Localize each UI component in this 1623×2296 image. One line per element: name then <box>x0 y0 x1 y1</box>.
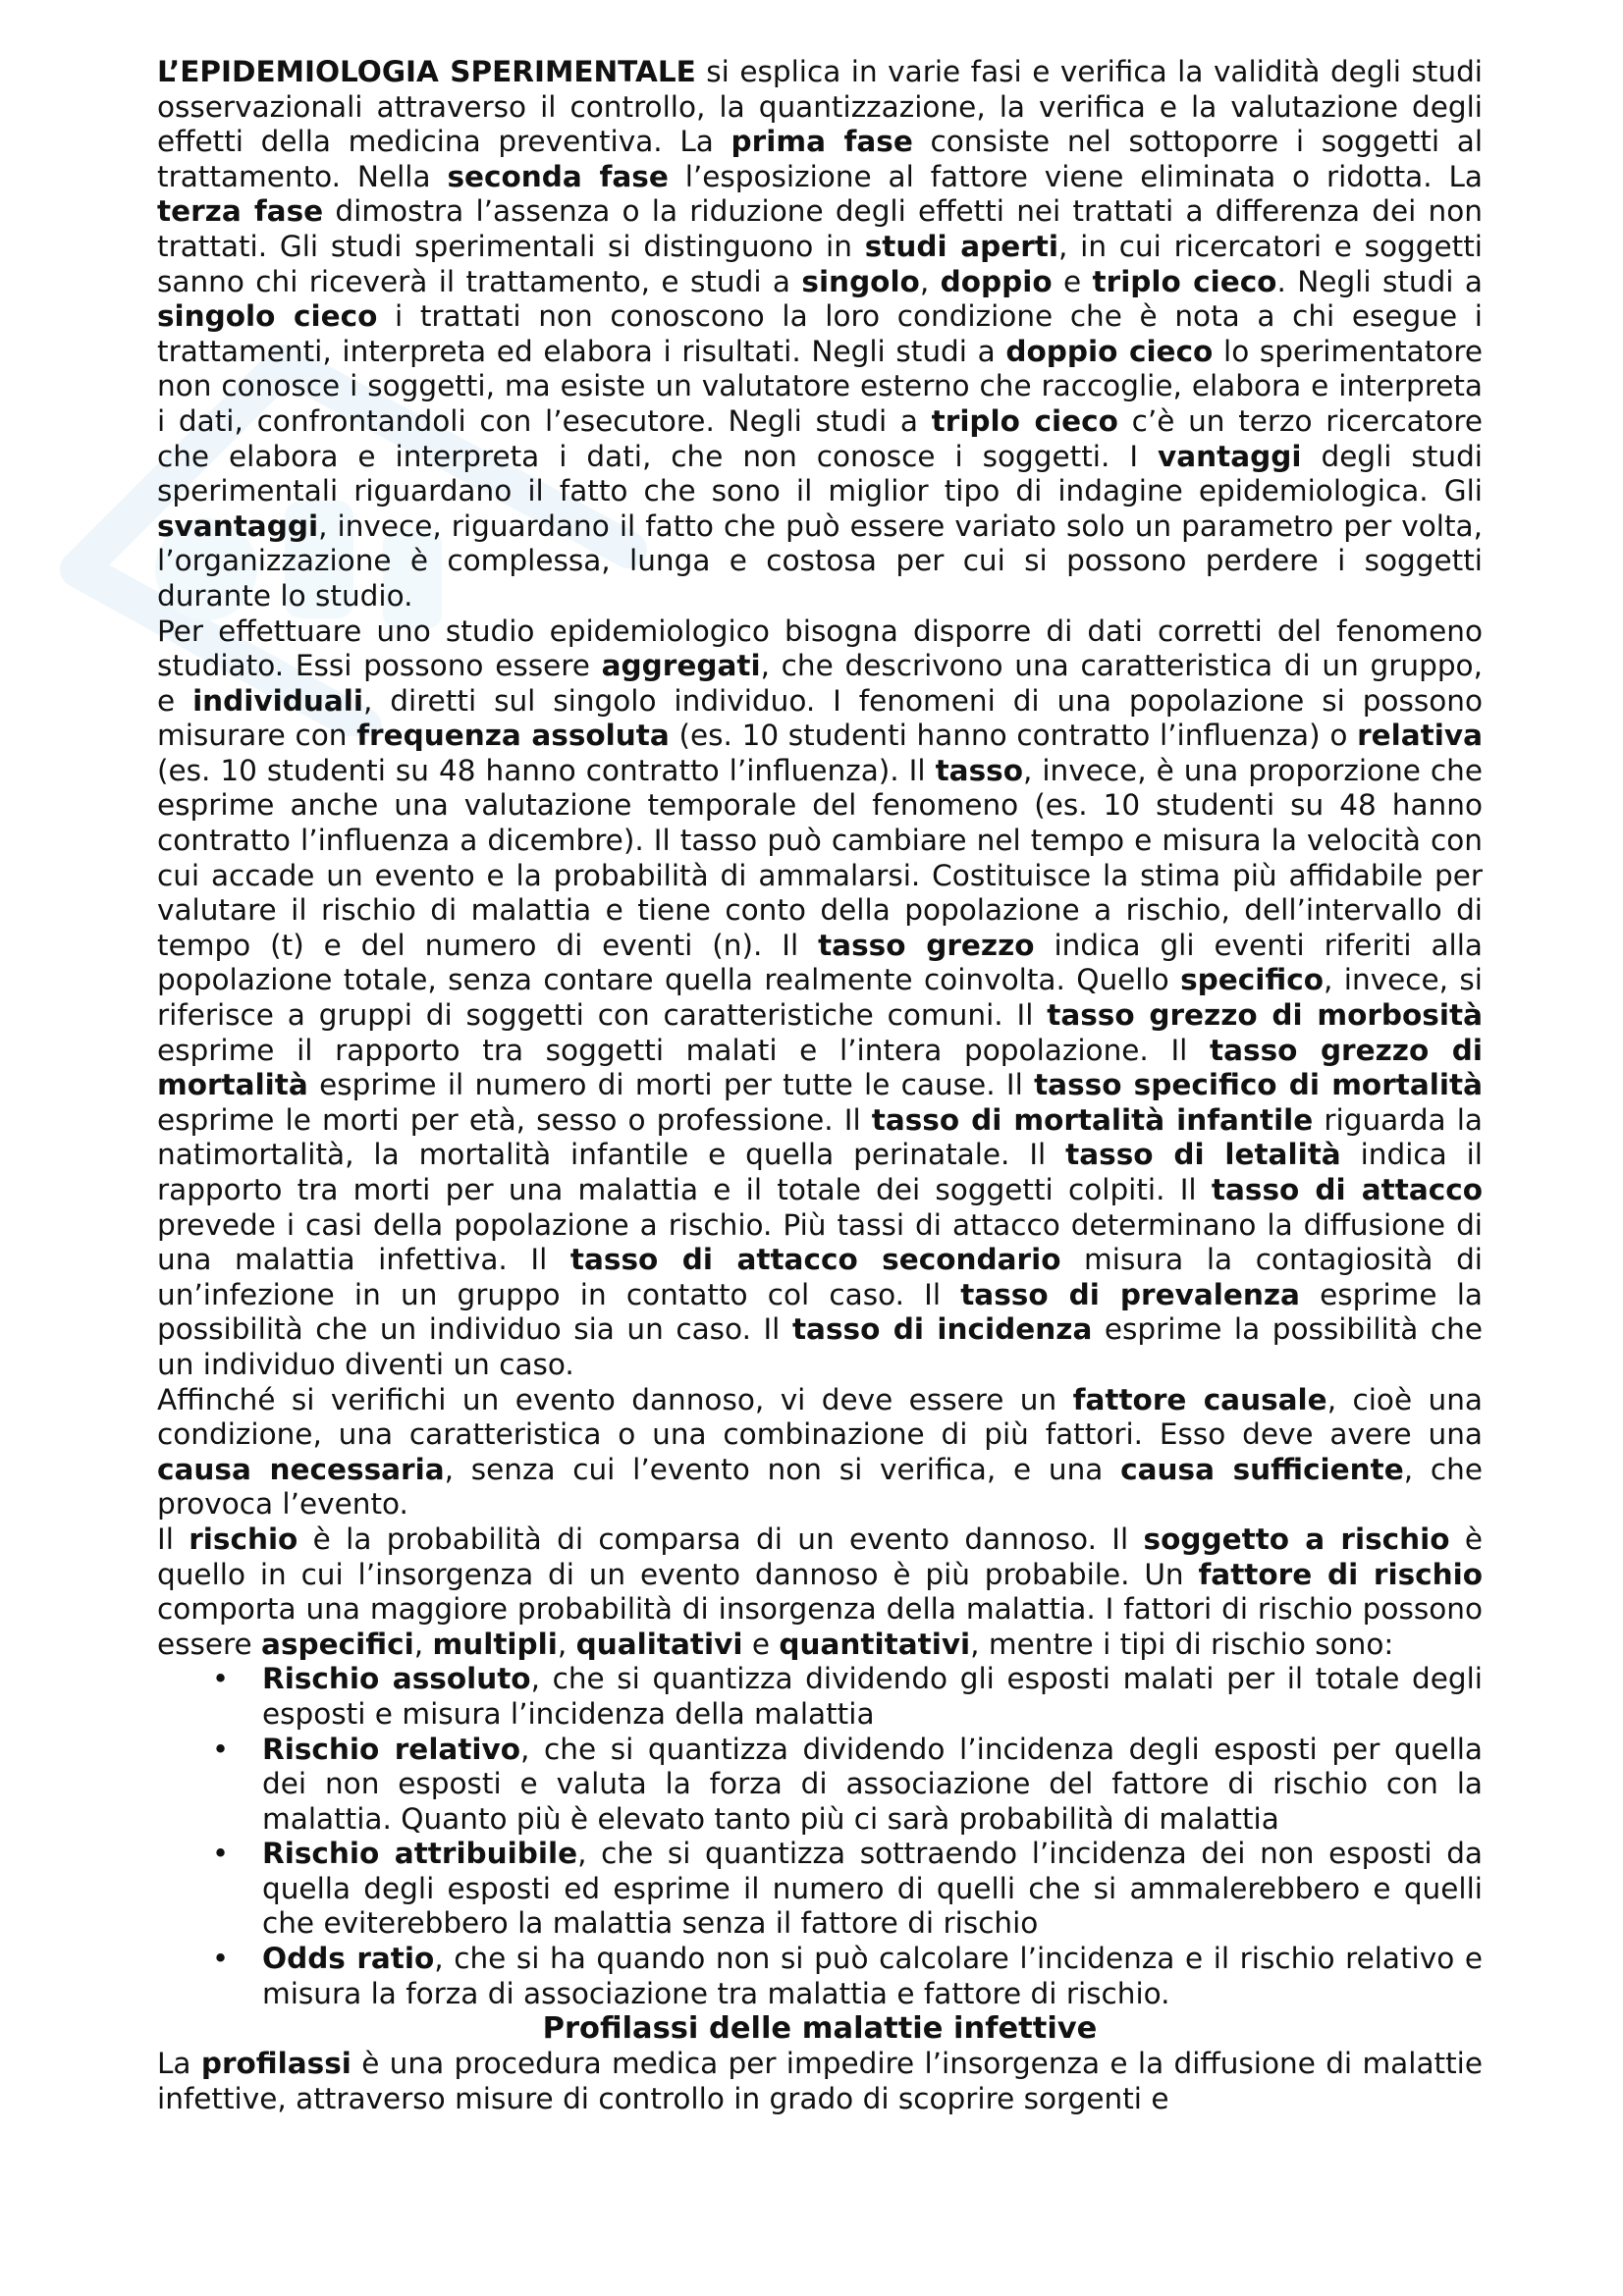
text-run: si esplica in varie fasi e verifica la validità degli studi osservazionali attraverso il controllo, la quantizzazione, la verifica e la valutazione degli effetti della medicina preventiva. La <box>157 55 1483 159</box>
bold-term: relativa <box>1357 719 1483 753</box>
list-item-rischio-attribuibile <box>157 1837 1483 1942</box>
bold-term: L’EPIDEMIOLOGIA SPERIMENTALE <box>157 55 696 88</box>
section-heading: Profilassi delle malattie infettive <box>542 2011 1098 2047</box>
text-run: indica il rapporto tra morti per una malattia e il totale dei soggetti colpiti. Il <box>157 1138 1483 1206</box>
bold-term: quantitativi <box>779 1627 971 1661</box>
bold-term: rischio <box>189 1522 298 1556</box>
text-run: , <box>919 264 941 298</box>
bullet-icon: • <box>212 1732 230 1766</box>
list-item-text <box>262 1837 1483 1940</box>
list-item-text <box>262 1662 1483 1731</box>
text-run: , in cui ricercatori e soggetti sanno chi riceverà il trattamento, e studi a <box>157 229 1483 298</box>
list-item-rischio-relativo <box>157 1733 1483 1838</box>
text-run: è una procedura medica per impedire l’insorgenza e la diffusione di malattie infettive, attraverso misure di controllo in grado di scoprire sorgenti e <box>157 2047 1484 2115</box>
bold-term: qualitativi <box>575 1627 743 1661</box>
bold-term: fattore causale <box>1072 1382 1327 1416</box>
text-run: , senza cui l’evento non si verifica, e una <box>444 1452 1121 1486</box>
bullet-icon: • <box>212 1942 230 1976</box>
text-run: è la probabilità di comparsa di un evento dannoso. Il <box>298 1522 1144 1556</box>
text-run: lo sperimentatore non conosce i soggetti, ma esiste un valutatore esterno che raccoglie, elabora e interpreta i dati, confrontandoli con l’esecutore. Negli studi a <box>157 334 1483 438</box>
bold-term: singolo cieco <box>157 299 378 334</box>
bold-term: tasso di attacco secondario <box>569 1243 1061 1277</box>
text-run: riguarda la natimortalità, la mortalità infantile e quella perinatale. Il <box>157 1102 1483 1172</box>
bold-term: seconda fase <box>447 159 669 193</box>
paragraph-profilassi <box>157 2047 1483 2116</box>
bold-term: Rischio attribuibile <box>262 1837 578 1871</box>
paragraph-rischio <box>157 1522 1483 1662</box>
text-run: (es. 10 studenti su 48 hanno contratto l’influenza). Il <box>157 753 936 787</box>
text-run: , che si quantizza sottraendo l’incidenza dei non esposti da quella degli esposti ed esprime il numero di quelli che si ammalerebbero e quelli che eviterebbero la malattia senza il fattore di rischio <box>262 1837 1484 1941</box>
bold-term: doppio cieco <box>1005 334 1214 368</box>
paragraph-dati-e-tassi <box>157 614 1483 1383</box>
text-run: . Negli studi a <box>1276 264 1483 298</box>
text-run: e <box>1052 264 1093 298</box>
bold-term: aggregati <box>601 649 761 683</box>
text-run: , mentre i tipi di rischio sono: <box>970 1627 1394 1661</box>
bold-term: causa sufficiente <box>1120 1452 1404 1486</box>
bold-term: Odds ratio <box>262 1942 435 1976</box>
paragraph-fattore-causale <box>157 1383 1483 1522</box>
text-run: , diretti sul singolo individuo. I fenomeni di una popolazione si possono misurare con <box>157 683 1483 753</box>
bold-term: triplo cieco <box>931 403 1118 438</box>
bold-term: frequenza assoluta <box>356 719 670 753</box>
text-run: misura la contagiosità di un’infezione in un gruppo in contatto col caso. Il <box>157 1243 1483 1311</box>
bold-term: tasso di letalità <box>1065 1138 1341 1172</box>
bold-term: studi aperti <box>864 229 1059 263</box>
bold-term: soggetto a rischio <box>1143 1522 1450 1556</box>
list-item-odds-ratio <box>157 1942 1483 2011</box>
bold-term: tasso specifico di mortalità <box>1034 1068 1483 1102</box>
text-run: esprime la possibilità che un individuo diventi un caso. <box>157 1312 1483 1381</box>
bold-term: multipli <box>432 1627 558 1661</box>
bold-term: svantaggi <box>157 508 319 543</box>
text-run: (es. 10 studenti hanno contratto l’influenza) o <box>669 719 1358 753</box>
text-run: , invece, riguardano il fatto che può essere variato solo un parametro per volta, l’organizzazione è complessa, lunga e costosa per cui si possono perdere i soggetti durante lo studio. <box>157 508 1483 613</box>
text-run: esprime il numero di morti per tutte le cause. Il <box>307 1068 1035 1102</box>
text-run: indica gli eventi riferiti alla popolazione totale, senza contare quella realmente coinvolta. Quello <box>157 928 1483 997</box>
text-run: comporta una maggiore probabilità di insorgenza della malattia. I fattori di rischio possono essere <box>157 1592 1483 1661</box>
bold-term: tasso grezzo <box>818 928 1035 962</box>
text-run: La <box>157 2047 201 2081</box>
bold-term: prima fase <box>730 125 913 159</box>
bullet-icon: • <box>212 1837 230 1871</box>
text-run: , che si quantizza dividendo gli esposti malati per il totale degli esposti e misura l’incidenza della malattia <box>262 1662 1483 1731</box>
bold-term: individuali <box>192 683 363 718</box>
list-item-rischio-assoluto <box>157 1662 1483 1732</box>
bold-term: aspecifici <box>261 1627 414 1661</box>
text-run: , invece, è una proporzione che esprime anche una valutazione temporale del fenomeno (es. 10 studenti su 48 hanno contratto l’influenza a dicembre). Il tasso può cambiare nel tempo e misura la velocità con cui accade un evento e la probabilità di ammalarsi. Costituisce la stima più affidabile per valutare il rischio di malattia e tiene conto della popolazione a rischio, dell’intervallo di tempo (t) e del numero di eventi (n). Il <box>157 753 1483 962</box>
text-run: c’è un terzo ricercatore che elabora e interpreta i dati, che non conosce i soggetti. I <box>157 403 1484 473</box>
bold-term: vantaggi <box>1158 439 1302 473</box>
bullet-icon: • <box>212 1662 230 1696</box>
bold-term: specifico <box>1180 963 1325 997</box>
bold-term: Rischio assoluto <box>262 1662 531 1696</box>
bold-term: tasso di attacco <box>1211 1173 1484 1206</box>
text-run: è quello in cui l’insorgenza di un evento dannoso è più probabile. Un <box>157 1522 1483 1591</box>
text-run: , che si quantizza dividendo l’incidenza degli esposti per quella dei non esposti e valuta la forza di associazione del fattore di rischio con la malattia. Quanto più è elevato tanto più ci sarà probabilità di malattia <box>262 1732 1483 1836</box>
text-run: , <box>413 1627 433 1661</box>
risk-types-list <box>157 1662 1483 2011</box>
bold-term: profilassi <box>200 2047 352 2081</box>
text-run: , che provoca l’evento. <box>157 1452 1483 1522</box>
text-run: , che descrivono una caratteristica di un gruppo, e <box>157 649 1483 718</box>
text-run: l’esposizione al fattore viene eliminata o ridotta. La <box>668 159 1483 193</box>
text-run: Il <box>157 1522 189 1556</box>
bold-term: terza fase <box>157 194 324 229</box>
bold-term: Rischio relativo <box>262 1732 521 1766</box>
document-body <box>157 55 1483 2116</box>
list-item-text <box>262 1733 1483 1836</box>
text-run: Affinché si verifichi un evento dannoso, vi deve essere un <box>157 1382 1073 1416</box>
text-run: , <box>557 1627 576 1661</box>
bold-term: tasso grezzo di morbosità <box>1047 998 1483 1033</box>
bold-term: singolo <box>801 264 920 298</box>
paragraph-epidemiologia-sperimentale <box>157 55 1483 614</box>
text-run: dimostra l’assenza o la riduzione degli effetti nei trattati a differenza dei non trattati. Gli studi sperimentali si distinguono in <box>157 194 1484 263</box>
text-run: esprime la possibilità che un individuo sia un caso. Il <box>157 1277 1484 1347</box>
text-run: esprime il rapporto tra soggetti malati e l’intera popolazione. Il <box>157 1033 1210 1067</box>
bold-term: causa necessaria <box>157 1452 445 1486</box>
text-run: prevede i casi della popolazione a rischio. Più tassi di attacco determinano la diffusione di una malattia infettiva. Il <box>157 1207 1483 1277</box>
text-run: consiste nel sottoporre i soggetti al trattamento. Nella <box>157 125 1484 193</box>
bold-term: triplo cieco <box>1092 264 1277 298</box>
list-item-text <box>262 1942 1483 2010</box>
bold-term: tasso di prevalenza <box>960 1277 1300 1311</box>
bold-term: fattore di rischio <box>1198 1557 1484 1591</box>
text-run: , invece, si riferisce a gruppi di soggetti con caratteristiche comuni. Il <box>157 963 1483 1033</box>
text-run: esprime le morti per età, sesso o professione. Il <box>157 1102 872 1137</box>
bold-term: doppio <box>940 264 1053 298</box>
text-run: e <box>742 1627 780 1661</box>
text-run: , cioè una condizione, una caratteristica o una combinazione di più fattori. Esso deve avere una <box>157 1382 1483 1452</box>
bold-term: tasso grezzo di mortalità <box>157 1033 1483 1102</box>
text-run: i trattati non conoscono la loro condizione che è nota a chi esegue i trattamenti, interpreta ed elabora i risultati. Negli studi a <box>157 299 1483 368</box>
bold-term: tasso di incidenza <box>791 1312 1093 1347</box>
text-run: degli studi sperimentali riguardano il fatto che sono il miglior tipo di indagine epidemiologica. Gli <box>157 439 1483 508</box>
bold-term: tasso <box>935 753 1023 787</box>
text-run: , che si ha quando non si può calcolare l’incidenza e il rischio relativo e misura la forza di associazione tra malattia e fattore di rischio. <box>262 1942 1483 2010</box>
text-run: Per effettuare uno studio epidemiologico bisogna disporre di dati corretti del fenomeno studiato. Essi possono essere <box>157 614 1483 683</box>
bold-term: tasso di mortalità infantile <box>871 1102 1314 1137</box>
